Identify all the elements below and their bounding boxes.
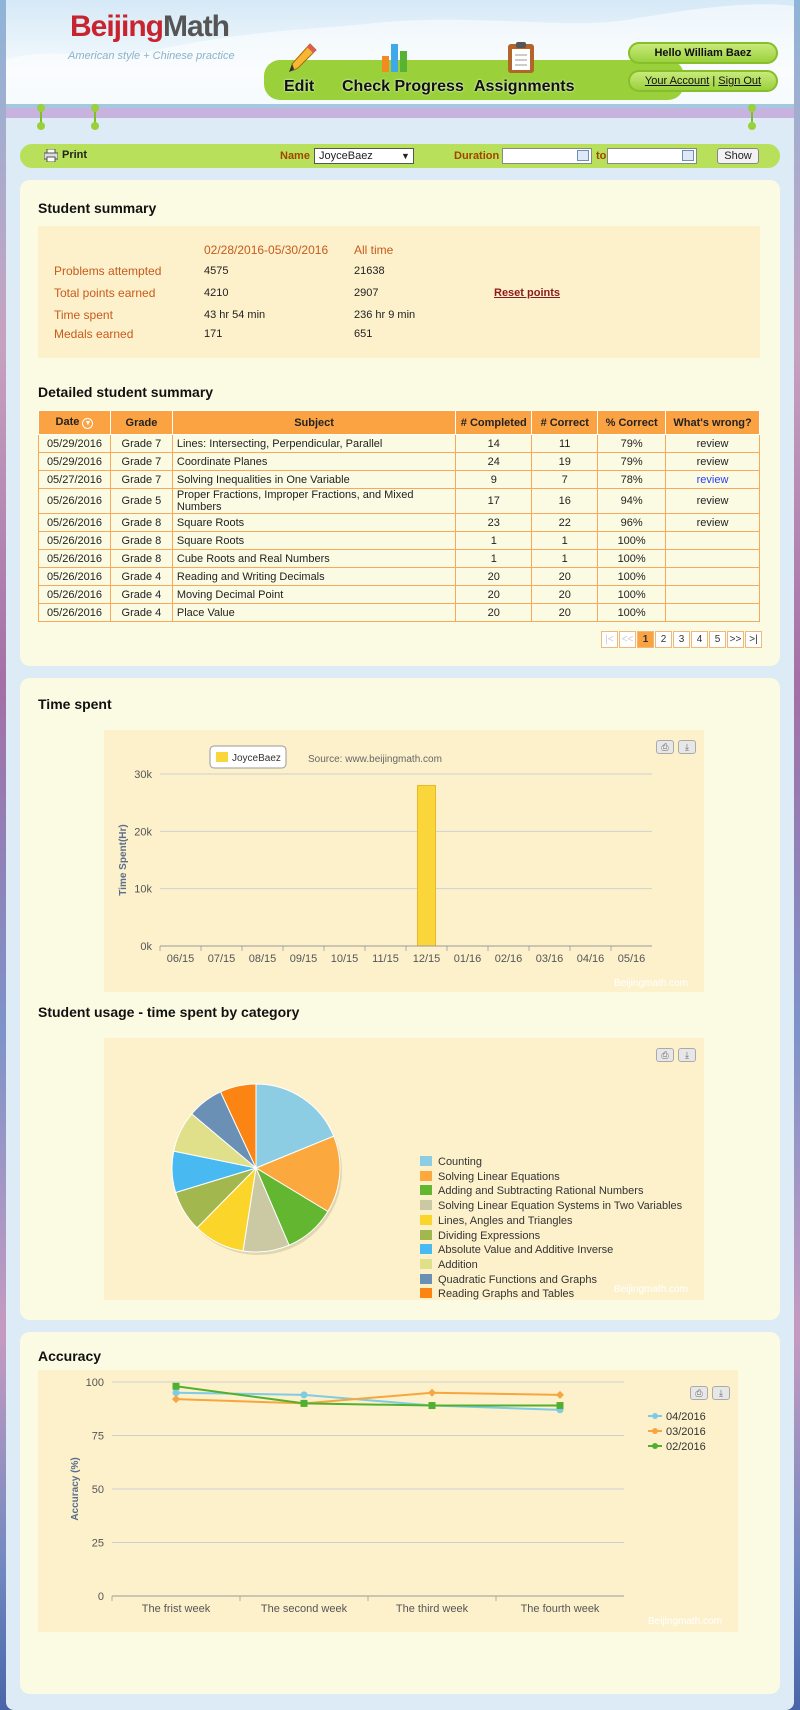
time-spent-chart <box>104 730 704 992</box>
pager-button[interactable]: >> <box>727 631 744 648</box>
bar <box>418 785 436 946</box>
cell-correct: 22 <box>532 514 598 532</box>
cell-completed: 9 <box>456 471 532 489</box>
col-whats-wrong: What's wrong? <box>666 411 760 435</box>
cell-pct-correct: 79% <box>598 435 666 453</box>
cell-review <box>666 435 760 453</box>
summary-range-value: 43 hr 54 min <box>204 309 266 321</box>
cell-pct-correct: 94% <box>598 489 666 514</box>
cell-review <box>666 453 760 471</box>
user-box <box>628 42 778 98</box>
header-pin-1 <box>40 108 42 126</box>
cell-grade: Grade 7 <box>110 435 172 453</box>
chart-print-icon[interactable]: ⎙ <box>656 740 674 754</box>
duration-start-input[interactable] <box>502 148 592 164</box>
time-spent-title: Time spent <box>38 696 112 712</box>
student-summary-title: Student summary <box>38 200 157 216</box>
cell-subject: Square Roots <box>172 514 455 532</box>
cell-review <box>666 532 760 550</box>
pager-button[interactable]: 5 <box>709 631 726 648</box>
col-pct-correct: % Correct <box>598 411 666 435</box>
legend-label: Counting <box>438 1156 483 1168</box>
legend-swatch <box>420 1288 432 1298</box>
legend-swatch <box>420 1230 432 1240</box>
cell-date: 05/29/2016 <box>39 453 111 471</box>
y-axis-label: Time Spent(Hr) <box>118 824 129 896</box>
x-tick-label: 10/15 <box>330 953 359 965</box>
data-point <box>556 1391 564 1399</box>
summary-all-value: 2907 <box>354 287 379 299</box>
review-link[interactable]: review <box>696 516 729 529</box>
duration-label: Duration <box>454 150 500 162</box>
your-account-link[interactable]: Your Account <box>644 75 710 87</box>
col-date[interactable] <box>39 411 111 435</box>
cell-review <box>666 604 760 622</box>
col-date-label: Date <box>55 416 80 428</box>
x-tick-label: The frist week <box>141 1603 211 1615</box>
duration-end-input[interactable] <box>607 148 697 164</box>
link-separator: | <box>712 75 716 87</box>
review-link[interactable]: review <box>696 437 729 450</box>
x-tick-label: 03/16 <box>535 953 564 965</box>
pager-button[interactable]: 3 <box>673 631 690 648</box>
cell-grade: Grade 5 <box>110 489 172 514</box>
watermark: Beijingmath.com <box>614 978 688 989</box>
review-link[interactable]: review <box>696 455 729 468</box>
summary-all-value: 21638 <box>354 265 385 277</box>
pie-legend-item[interactable] <box>420 1171 560 1183</box>
data-point <box>173 1383 180 1390</box>
cell-correct: 1 <box>532 550 598 568</box>
cell-grade: Grade 4 <box>110 568 172 586</box>
pie-legend-item[interactable] <box>420 1156 482 1168</box>
y-tick-label: 75 <box>91 1430 104 1443</box>
cell-review <box>666 586 760 604</box>
cell-correct: 1 <box>532 532 598 550</box>
cell-date: 05/26/2016 <box>39 489 111 514</box>
cell-correct: 19 <box>532 453 598 471</box>
legend-label: Solving Linear Equation Systems in Two Variables <box>438 1200 683 1213</box>
legend-marker <box>652 1428 658 1434</box>
user-greeting: Hello William Baez <box>628 42 778 64</box>
cell-subject: Lines: Intersecting, Perpendicular, Parallel <box>172 435 455 453</box>
table-header-row <box>39 411 760 435</box>
legend-swatch <box>420 1200 432 1210</box>
time-chart-box <box>104 730 704 992</box>
cell-grade: Grade 8 <box>110 514 172 532</box>
pie-legend-item[interactable] <box>420 1259 478 1271</box>
header-pin-2 <box>94 108 96 126</box>
header <box>6 0 794 118</box>
sort-down-icon[interactable]: ▼ <box>82 418 93 429</box>
cell-pct-correct: 100% <box>598 604 666 622</box>
printer-icon <box>44 149 58 162</box>
summary-range-value: 4210 <box>204 287 229 299</box>
cell-subject: Place Value <box>172 604 455 622</box>
usage-chart-box <box>104 1038 704 1300</box>
print-label: Print <box>62 149 88 161</box>
table-row <box>39 568 760 586</box>
table-row <box>39 435 760 453</box>
data-point <box>301 1400 308 1407</box>
y-tick-label: 0k <box>140 941 152 953</box>
cell-pct-correct: 78% <box>598 471 666 489</box>
calendar-icon <box>682 150 694 161</box>
cell-grade: Grade 7 <box>110 471 172 489</box>
table-row <box>39 532 760 550</box>
nav-edit-label: Edit <box>284 78 315 95</box>
x-tick-label: 01/16 <box>453 953 482 965</box>
cell-grade: Grade 8 <box>110 532 172 550</box>
col-grade: Grade <box>110 411 172 435</box>
show-button[interactable] <box>717 148 759 164</box>
review-link[interactable]: review <box>696 495 729 507</box>
x-tick-label: 07/15 <box>207 953 236 965</box>
y-tick-label: 10k <box>134 883 152 896</box>
summary-range-value: 171 <box>204 328 223 340</box>
x-tick-label: The third week <box>395 1603 469 1615</box>
cell-pct-correct: 100% <box>598 568 666 586</box>
dropdown-arrow-icon: ▼ <box>401 151 410 161</box>
pager-button[interactable]: 2 <box>655 631 672 648</box>
time-panel <box>20 678 780 1320</box>
pager-button[interactable]: |< <box>601 631 618 648</box>
data-point <box>557 1402 564 1409</box>
y-tick-label: 25 <box>91 1537 104 1550</box>
cell-subject: Cube Roots and Real Numbers <box>172 550 455 568</box>
cell-grade: Grade 8 <box>110 550 172 568</box>
legend-label: Addition <box>438 1258 478 1271</box>
cell-correct: 7 <box>532 471 598 489</box>
legend-label: Solving Linear Equations <box>438 1170 560 1183</box>
legend-label: JoyceBaez <box>232 753 281 764</box>
cell-completed: 23 <box>456 514 532 532</box>
legend-swatch <box>420 1244 432 1254</box>
chart-print-icon[interactable]: ⎙ <box>690 1386 708 1400</box>
review-link[interactable]: review <box>696 473 729 486</box>
data-point <box>428 1389 436 1397</box>
pie-legend-item[interactable] <box>420 1215 573 1227</box>
col-correct: # Correct <box>532 411 598 435</box>
calendar-icon <box>577 150 589 161</box>
legend-swatch <box>420 1259 432 1269</box>
cell-correct: 20 <box>532 586 598 604</box>
legend-label: 03/2016 <box>666 1426 706 1438</box>
header-pin-3 <box>751 108 753 126</box>
name-select[interactable] <box>314 148 414 164</box>
y-tick-label: 30k <box>134 769 152 781</box>
logo[interactable] <box>70 10 229 44</box>
x-tick-label: 11/15 <box>372 953 399 965</box>
y-tick-label: 0 <box>97 1591 104 1603</box>
cell-completed: 24 <box>456 453 532 471</box>
main-nav <box>264 60 684 100</box>
name-label: Name <box>280 150 310 162</box>
clipboard-icon <box>504 40 538 74</box>
cell-grade: Grade 4 <box>110 586 172 604</box>
cell-correct: 11 <box>532 435 598 453</box>
data-point <box>429 1402 436 1409</box>
cell-subject: Coordinate Planes <box>172 453 455 471</box>
pie-legend-item[interactable] <box>420 1200 682 1212</box>
account-links <box>628 70 778 92</box>
cell-pct-correct: 79% <box>598 453 666 471</box>
cell-grade: Grade 7 <box>110 453 172 471</box>
detailed-summary-title: Detailed student summary <box>38 384 214 400</box>
pie-legend-item[interactable] <box>420 1288 574 1300</box>
y-axis-label: Accuracy (%) <box>70 1457 81 1521</box>
x-tick-label: The fourth week <box>520 1603 600 1615</box>
table-row <box>39 471 760 489</box>
legend-swatch <box>216 752 228 762</box>
pencil-icon <box>286 40 320 74</box>
summary-panel <box>20 180 780 666</box>
cell-completed: 17 <box>456 489 532 514</box>
summary-all-value: 651 <box>354 328 373 340</box>
pager-button[interactable]: 1 <box>637 631 654 648</box>
chart-print-icon[interactable]: ⎙ <box>656 1048 674 1062</box>
legend-label: Quadratic Functions and Graphs <box>438 1273 597 1286</box>
accuracy-line-chart <box>38 1370 738 1632</box>
pager-button[interactable]: >| <box>745 631 762 648</box>
x-tick-label: 04/16 <box>576 953 605 965</box>
cell-completed: 1 <box>456 532 532 550</box>
table-row <box>39 514 760 532</box>
nav-check-progress[interactable] <box>340 60 464 100</box>
summary-label: Total points earned <box>54 286 156 300</box>
x-tick-label: 06/15 <box>166 953 195 965</box>
cell-correct: 20 <box>532 568 598 586</box>
cell-grade: Grade 4 <box>110 604 172 622</box>
cell-review <box>666 550 760 568</box>
legend-swatch <box>420 1274 432 1284</box>
logo-part2: Math <box>163 10 230 43</box>
legend-swatch <box>420 1215 432 1225</box>
pie-legend-item[interactable] <box>420 1274 597 1286</box>
cell-completed: 20 <box>456 568 532 586</box>
legend-swatch <box>420 1156 432 1166</box>
cell-subject: Solving Inequalities in One Variable <box>172 471 455 489</box>
series-line <box>176 1386 560 1405</box>
cell-review <box>666 489 760 514</box>
legend-marker <box>652 1443 658 1449</box>
summary-box <box>38 226 760 358</box>
cell-pct-correct: 100% <box>598 586 666 604</box>
cell-correct: 16 <box>532 489 598 514</box>
logo-tagline: American style + Chinese practice <box>68 50 235 62</box>
range-column-header: 02/28/2016-05/30/2016 <box>204 243 329 257</box>
y-tick-label: 50 <box>91 1484 104 1496</box>
cell-subject: Moving Decimal Point <box>172 586 455 604</box>
summary-label: Problems attempted <box>54 264 162 278</box>
legend-label: Adding and Subtracting Rational Numbers <box>438 1185 644 1198</box>
toolbar <box>20 144 780 168</box>
cell-subject: Square Roots <box>172 532 455 550</box>
pie-legend-item[interactable] <box>420 1244 613 1256</box>
cell-pct-correct: 96% <box>598 514 666 532</box>
accuracy-panel <box>20 1332 780 1694</box>
print-button[interactable] <box>44 149 104 163</box>
cell-date: 05/26/2016 <box>39 550 111 568</box>
col-completed: # Completed <box>456 411 532 435</box>
legend-swatch <box>420 1171 432 1181</box>
cell-date: 05/26/2016 <box>39 586 111 604</box>
x-tick-label: 02/16 <box>494 953 523 965</box>
cell-date: 05/26/2016 <box>39 514 111 532</box>
detail-table <box>38 410 760 622</box>
reset-points-link[interactable]: Reset points <box>494 287 561 299</box>
accuracy-chart-box <box>38 1370 738 1632</box>
watermark: Beijingmath.com <box>614 1284 688 1295</box>
cell-review <box>666 471 760 489</box>
chart-subtitle: Source: www.beijingmath.com <box>308 754 442 765</box>
legend-label: 02/2016 <box>666 1441 706 1453</box>
bar-chart-icon <box>378 40 412 74</box>
x-tick-label: 05/16 <box>617 953 646 965</box>
legend-label: 04/2016 <box>666 1411 706 1423</box>
legend-label: Lines, Angles and Triangles <box>438 1214 573 1227</box>
summary-label: Time spent <box>54 308 113 322</box>
cell-completed: 1 <box>456 550 532 568</box>
legend-label: Absolute Value and Additive Inverse <box>438 1244 614 1257</box>
cell-date: 05/26/2016 <box>39 532 111 550</box>
table-row <box>39 604 760 622</box>
logo-part1: Beijing <box>70 10 164 43</box>
legend-label: Reading Graphs and Tables <box>438 1288 575 1301</box>
cell-date: 05/29/2016 <box>39 435 111 453</box>
legend-swatch <box>420 1185 432 1195</box>
cell-date: 05/26/2016 <box>39 568 111 586</box>
cell-pct-correct: 100% <box>598 550 666 568</box>
summary-range-value: 4575 <box>204 265 229 277</box>
sign-out-link[interactable]: Sign Out <box>718 75 762 87</box>
accuracy-title: Accuracy <box>38 1348 102 1364</box>
x-tick-label: The second week <box>260 1603 348 1615</box>
cell-subject: Reading and Writing Decimals <box>172 568 455 586</box>
col-subject: Subject <box>172 411 455 435</box>
x-tick-label: 09/15 <box>289 953 318 965</box>
cell-date: 05/27/2016 <box>39 471 111 489</box>
y-tick-label: 100 <box>85 1377 104 1389</box>
table-row <box>39 586 760 604</box>
nav-assignments-label: Assignments <box>474 78 575 95</box>
data-point <box>172 1395 180 1403</box>
x-tick-label: 08/15 <box>248 953 277 965</box>
cell-date: 05/26/2016 <box>39 604 111 622</box>
legend-marker <box>652 1413 658 1419</box>
summary-all-value: 236 hr 9 min <box>354 309 416 321</box>
pie-legend-item[interactable] <box>420 1230 540 1242</box>
pagination <box>600 631 762 648</box>
show-button-label: Show <box>724 150 752 162</box>
nav-assignments[interactable] <box>474 60 574 100</box>
pager-button[interactable]: << <box>619 631 636 648</box>
nav-edit[interactable] <box>278 60 328 100</box>
table-row <box>39 489 760 514</box>
legend-label: Dividing Expressions <box>438 1229 541 1242</box>
cell-completed: 20 <box>456 586 532 604</box>
table-row <box>39 550 760 568</box>
usage-title: Student usage - time spent by category <box>38 1004 300 1020</box>
chart-download-icon[interactable]: ⤓ <box>712 1386 730 1400</box>
cell-correct: 20 <box>532 604 598 622</box>
usage-pie-chart <box>104 1038 704 1300</box>
cell-completed: 20 <box>456 604 532 622</box>
x-tick-label: 12/15 <box>412 953 441 965</box>
cell-pct-correct: 100% <box>598 532 666 550</box>
page <box>6 0 794 1710</box>
data-point <box>301 1391 308 1398</box>
cell-completed: 14 <box>456 435 532 453</box>
pie-legend-item[interactable] <box>420 1185 643 1197</box>
y-tick-label: 20k <box>134 826 152 839</box>
table-row <box>39 453 760 471</box>
chart-download-icon[interactable]: ⤓ <box>678 1048 696 1062</box>
chart-download-icon[interactable]: ⤓ <box>678 740 696 754</box>
cell-subject: Proper Fractions, Improper Fractions, and Mixed Numbers <box>172 489 455 514</box>
to-label: to <box>596 150 607 162</box>
cell-review <box>666 568 760 586</box>
summary-label: Medals earned <box>54 327 134 341</box>
watermark: Beijingmath.com <box>648 1616 722 1627</box>
all-time-column-header: All time <box>354 243 394 257</box>
cell-review <box>666 514 760 532</box>
nav-check-progress-label: Check Progress <box>342 78 464 95</box>
name-select-value: JoyceBaez <box>319 150 373 162</box>
pager-button[interactable]: 4 <box>691 631 708 648</box>
